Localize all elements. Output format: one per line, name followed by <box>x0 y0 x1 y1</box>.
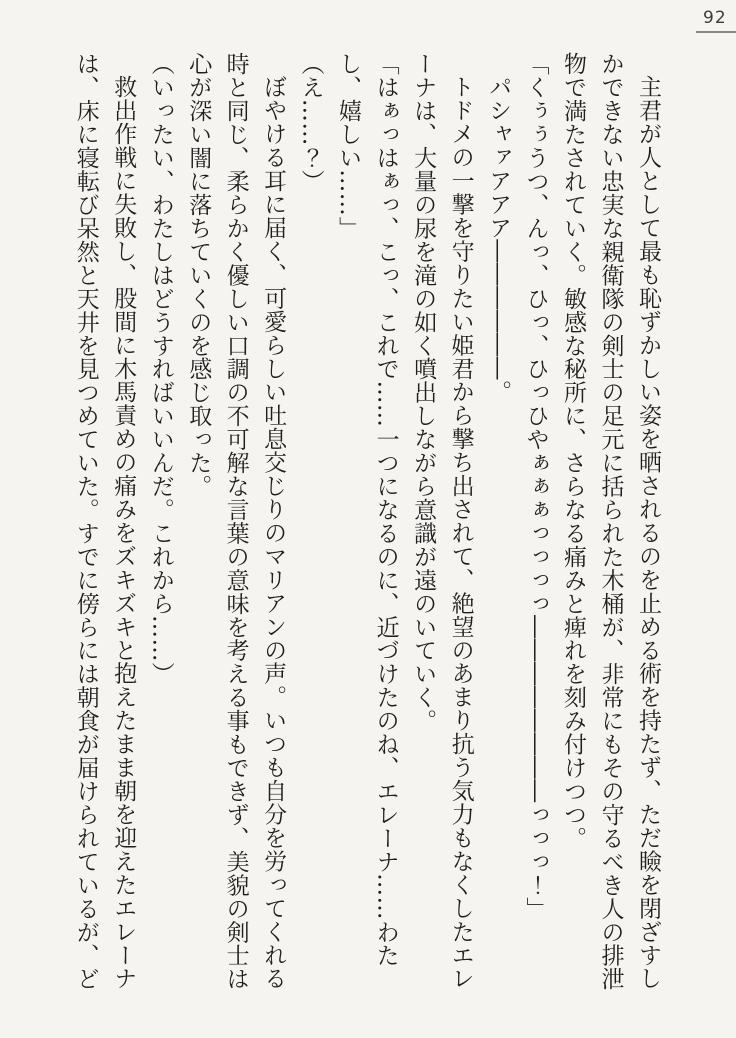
paragraph-narration: 主君が人として最も恥ずかしい姿を晒されるのを止める術を持たず、ただ瞼を閉ざすしかできない忠実な親衛隊の剣士の足元に括られた木桶が、非常にもその守るべき人の排泄物で満たされていく。敏感な秘所に、さらなる痛みと痺れを刻み付けつつ。 <box>560 52 661 991</box>
paragraph-thought: （え……？） <box>297 52 324 193</box>
paragraph-dialogue: 「くぅぅうつ、んっ、ひっ、ひっひやぁぁぁっっっっ――――――――っっっ！」 <box>522 52 549 921</box>
paragraph-narration: トドメの一撃を守りたい姫君から撃ち出されて、絶望のあまり抗う気力もなくしたエレーナは、大量の尿を滝の如く噴出しながら意識が遠のいていく。 <box>410 52 474 990</box>
paragraph-dialogue: 「はぁっはぁっ、こっ、これで……一つになるのに、近づけたのね、エレーナ……わたし、嬉しい……」 <box>335 52 399 967</box>
paragraph-narration: 救出作戦に失敗し、股間に木馬責めの痛みをズキズキと抱えたまま朝を迎えたエレーナは、床に寝転び呆然と天井を見つめていた。すでに傍らには朝食が届けられているが、ど <box>72 52 137 991</box>
paragraph-thought: （いったい、わたしはどうすればいいんだ。これから……） <box>147 52 174 686</box>
paragraph-sound-effect: パシャァアアア――――――。 <box>485 75 512 404</box>
body-text <box>66 52 666 1006</box>
paragraph-narration: ぼやける耳に届く、可愛らしい吐息交じりのマリアンの声。いつも自分を労ってくれる時と同じ、柔らかく優しい口調の不可解な言葉の意味を考える事もできず、美貌の剣士は心が深い闇に落ちていくのを感じ取った。 <box>185 52 287 991</box>
page-number: 92 <box>696 8 736 33</box>
